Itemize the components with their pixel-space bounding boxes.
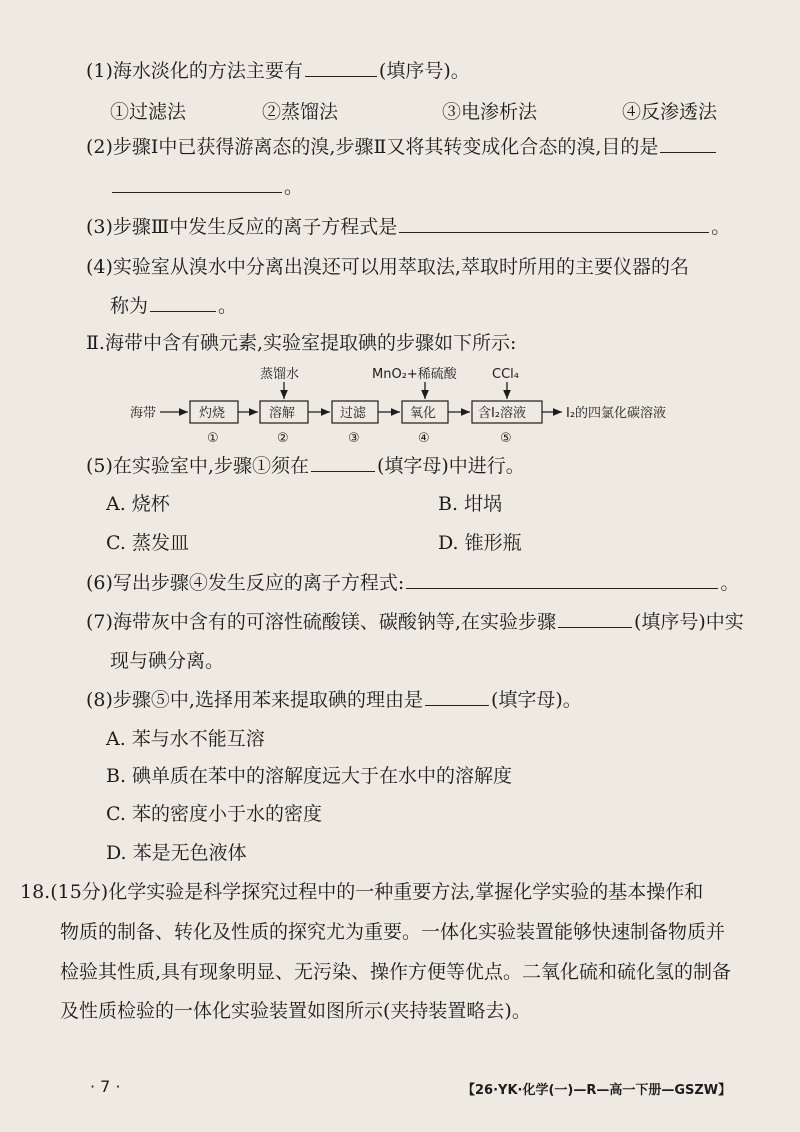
q4-line1: (4)实验室从溴水中分离出溴还可以用萃取法,萃取时所用的主要仪器的名 [86, 256, 689, 278]
q5-option: A. 烧杯 [106, 493, 170, 515]
q2-answer-blank[interactable] [660, 134, 716, 153]
q6-answer-blank[interactable] [406, 570, 718, 589]
q1-option: ②蒸馏法 [262, 101, 339, 123]
flow-step-number: ③ [348, 431, 360, 446]
q5-option: B. 坩埚 [438, 493, 503, 515]
q6-stem [86, 570, 739, 596]
q6-stem-text: (6)写出步骤④发生反应的离子方程式: [86, 572, 405, 594]
q1-option: ④反渗透法 [622, 101, 718, 123]
q8-stem [86, 687, 582, 713]
q18-line: 检验其性质,具有现象明显、无污染、操作方便等优点。二氧化硫和硫化氢的制备 [60, 961, 732, 983]
section2-title: Ⅱ.海带中含有碘元素,实验室提取碘的步骤如下所示: [86, 332, 517, 354]
q18-line: 及性质检验的一体化实验装置如图所示(夹持装置略去)。 [60, 1000, 531, 1022]
q7-stem-text: (7)海带灰中含有的可溶性硫酸镁、碳酸钠等,在实验步骤 [86, 611, 556, 633]
q8-answer-blank[interactable] [425, 687, 489, 706]
q2-stem-text: (2)步骤Ⅰ中已获得游离态的溴,步骤Ⅱ又将其转变成化合态的溴,目的是 [86, 136, 659, 158]
q8-option: C. 苯的密度小于水的密度 [106, 803, 322, 825]
q4-line2-text: 称为 [110, 295, 149, 317]
q8-stem-text: (8)步骤⑤中,选择用苯来提取碘的理由是 [86, 689, 423, 711]
flow-step-label: 氧化 [410, 406, 437, 421]
paper-code: 【26·YK·化学(一)—R—高一下册—GSZW】 [462, 1083, 732, 1098]
q5-option: C. 蒸发皿 [106, 532, 189, 554]
q7-stem-suffix: (填序号)中实 [633, 611, 744, 633]
q3-stem-text: (3)步骤Ⅲ中发生反应的离子方程式是 [86, 216, 398, 238]
flow-reagent-label: CCl₄ [492, 367, 519, 382]
q8-option: A. 苯与水不能互溶 [106, 728, 265, 750]
q8-stem-suffix: (填字母)。 [490, 689, 582, 711]
flow-reagent-label: 蒸馏水 [260, 367, 300, 382]
q3-end: 。 [711, 216, 731, 238]
q5-answer-blank[interactable] [311, 453, 375, 472]
q8-option: B. 碘单质在苯中的溶解度远大于在水中的溶解度 [106, 765, 513, 787]
q18-line: 物质的制备、转化及性质的探究尤为重要。一体化实验装置能够快速制备物质并 [60, 921, 726, 943]
flow-step-number: ① [207, 431, 219, 446]
q4-end: 。 [218, 295, 238, 317]
q5-stem [86, 453, 525, 479]
q18-line: 18.(15分)化学实验是科学探究过程中的一种重要方法,掌握化学实验的基本操作和 [20, 881, 704, 903]
flow-step-number: ④ [418, 431, 430, 446]
q1-option: ①过滤法 [110, 101, 187, 123]
flow-step-label: 灼烧 [199, 406, 226, 421]
q3-stem [86, 214, 730, 240]
q2-end: 。 [284, 176, 304, 198]
q7-line2: 现与碘分离。 [110, 650, 225, 672]
q4-line2 [110, 293, 237, 319]
flow-step-number: ② [277, 431, 289, 446]
flow-end-label: I₂的四氯化碳溶液 [566, 406, 667, 421]
q2-stem [86, 134, 718, 160]
q1-stem-suffix: (填序号)。 [378, 60, 470, 82]
q5-stem-suffix: (填字母)中进行。 [376, 455, 525, 477]
q5-option: D. 锥形瓶 [438, 532, 522, 554]
flow-reagent-label: MnO₂+稀硫酸 [372, 367, 457, 382]
q2-answer-blank-cont[interactable] [112, 174, 282, 193]
flow-step-label: 过滤 [340, 406, 367, 421]
flow-start-label: 海带 [130, 406, 157, 421]
q2-continuation [110, 174, 303, 200]
q1-option: ③电渗析法 [442, 101, 538, 123]
q1-stem-text: (1)海水淡化的方法主要有 [86, 60, 303, 82]
q6-end: 。 [720, 572, 740, 594]
q4-answer-blank[interactable] [150, 293, 216, 312]
iodine-extraction-flowchart [126, 364, 700, 448]
flow-step-number: ⑤ [500, 431, 512, 446]
q1-answer-blank[interactable] [305, 58, 377, 77]
q5-stem-text: (5)在实验室中,步骤①须在 [86, 455, 309, 477]
q3-answer-blank[interactable] [399, 214, 709, 233]
q7-answer-blank[interactable] [558, 609, 632, 628]
flow-step-label: 溶解 [269, 406, 296, 421]
flow-step-label: 含I₂溶液 [478, 406, 527, 421]
q7-line1 [86, 609, 744, 635]
q1-stem [86, 58, 470, 84]
q8-option: D. 苯是无色液体 [106, 842, 247, 864]
page-number: · 7 · [90, 1077, 121, 1096]
